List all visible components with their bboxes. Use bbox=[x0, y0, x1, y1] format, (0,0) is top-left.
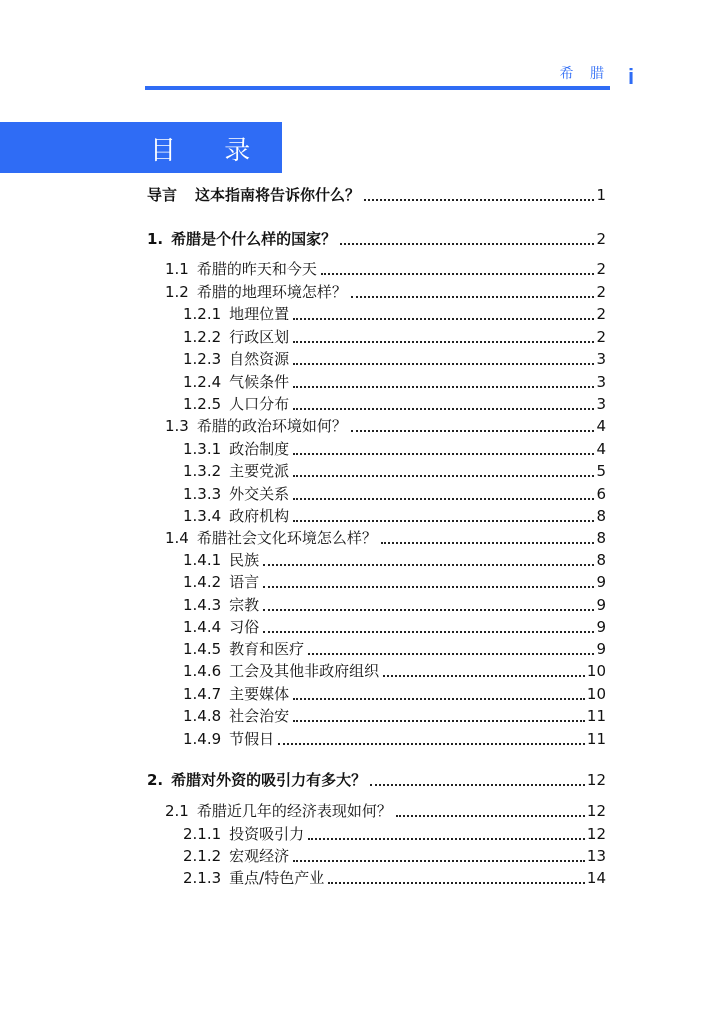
toc-entry[interactable] bbox=[183, 704, 606, 726]
toc-leader-dots bbox=[396, 814, 585, 817]
toc-entry-number: 1.4.6 bbox=[183, 662, 222, 680]
toc-entry-page: 3 bbox=[596, 373, 606, 391]
toc-entry-page: 12 bbox=[586, 825, 606, 843]
toc-entry[interactable] bbox=[183, 659, 606, 681]
toc-entry-title: 希腊对外资的吸引力有多大？ bbox=[171, 771, 367, 789]
toc-entry-title: 民族 bbox=[229, 551, 260, 569]
toc-entry-number: 2.1.3 bbox=[183, 869, 222, 887]
toc-entry-number: 1.4 bbox=[165, 529, 189, 547]
toc-entry-page: 2 bbox=[596, 328, 606, 346]
toc-entry-page: 9 bbox=[596, 596, 606, 614]
toc-entry-page: 13 bbox=[586, 847, 606, 865]
toc-leader-dots bbox=[321, 272, 595, 275]
toc-entry-title: 工会及其他非政府组织 bbox=[229, 662, 380, 680]
toc-entry-page: 5 bbox=[596, 462, 606, 480]
toc-leader-dots bbox=[351, 429, 595, 432]
toc-entry-title: 宗教 bbox=[229, 596, 260, 614]
toc-leader-dots bbox=[293, 859, 585, 862]
toc-entry[interactable] bbox=[183, 548, 606, 570]
toc-entry[interactable] bbox=[183, 392, 606, 414]
toc-entry-title: 宏观经济 bbox=[229, 847, 290, 865]
toc-leader-dots bbox=[370, 783, 585, 786]
toc-entry[interactable] bbox=[183, 325, 606, 347]
toc-leader-dots bbox=[351, 295, 595, 298]
toc-entry-number: 1.4.4 bbox=[183, 618, 222, 636]
toc-entry-number: 1.2.4 bbox=[183, 373, 222, 391]
toc-leader-dots bbox=[364, 198, 594, 201]
toc-entry[interactable] bbox=[183, 866, 606, 888]
toc-entry-number: 1.4.5 bbox=[183, 640, 222, 658]
toc-entry[interactable] bbox=[183, 347, 606, 369]
toc-entry[interactable] bbox=[183, 727, 606, 749]
toc-entry-number: 1.2.2 bbox=[183, 328, 222, 346]
toc-entry-number: 2.1.2 bbox=[183, 847, 222, 865]
toc-entry-title: 习俗 bbox=[229, 618, 260, 636]
toc-entry[interactable] bbox=[183, 682, 606, 704]
toc-entry-page: 12 bbox=[586, 771, 606, 789]
toc-entry-title: 希腊社会文化环境怎么样？ bbox=[196, 529, 377, 547]
toc-entry-title: 行政区划 bbox=[229, 328, 290, 346]
toc-entry-number: 1.3.1 bbox=[183, 440, 222, 458]
toc-entry-title: 希腊是个什么样的国家？ bbox=[171, 230, 337, 248]
toc-entry-title: 社会治安 bbox=[229, 707, 290, 725]
toc-entry[interactable] bbox=[165, 414, 606, 436]
toc-entry-page: 11 bbox=[586, 730, 606, 748]
toc-entry[interactable] bbox=[183, 615, 606, 637]
toc-entry-page: 2 bbox=[596, 283, 606, 301]
toc-entry-page: 10 bbox=[586, 685, 606, 703]
toc-entry-page: 1 bbox=[596, 186, 606, 204]
toc-entry-page: 8 bbox=[596, 529, 606, 547]
toc-leader-dots bbox=[381, 541, 595, 544]
toc-leader-dots bbox=[293, 317, 594, 320]
toc-entry-number: 1.4.7 bbox=[183, 685, 222, 703]
toc-entry[interactable] bbox=[147, 183, 606, 205]
toc-leader-dots bbox=[293, 407, 594, 410]
toc-entry[interactable] bbox=[147, 227, 606, 249]
toc-entry-title: 语言 bbox=[229, 573, 260, 591]
toc-entry-title: 希腊的政治环境如何？ bbox=[196, 417, 347, 435]
toc-entry-number: 导言 bbox=[147, 186, 178, 204]
toc-entry-page: 12 bbox=[586, 802, 606, 820]
toc-entry-title: 政府机构 bbox=[229, 507, 290, 525]
toc-entry-page: 2 bbox=[596, 260, 606, 278]
running-header-title: 希 腊 bbox=[559, 66, 610, 82]
toc-leader-dots bbox=[308, 652, 594, 655]
toc-leader-dots bbox=[278, 742, 585, 745]
toc-leader-dots bbox=[340, 242, 594, 245]
toc-entry-number: 1.3.2 bbox=[183, 462, 222, 480]
toc-entry-title: 节假日 bbox=[229, 730, 275, 748]
toc-entry-title: 自然资源 bbox=[229, 350, 290, 368]
toc-entry-title: 地理位置 bbox=[229, 305, 290, 323]
toc-entry-number: 1.3.3 bbox=[183, 485, 222, 503]
toc-entry[interactable] bbox=[165, 257, 606, 279]
toc-entry-page: 4 bbox=[596, 440, 606, 458]
toc-entry-title: 主要党派 bbox=[229, 462, 290, 480]
toc-entry[interactable] bbox=[183, 844, 606, 866]
toc-entry-title: 重点/特色产业 bbox=[229, 869, 325, 887]
toc-entry[interactable] bbox=[183, 370, 606, 392]
toc-entry-number: 1. bbox=[147, 230, 164, 248]
toc-entry-title: 主要媒体 bbox=[229, 685, 290, 703]
toc-leader-dots bbox=[293, 519, 594, 522]
toc-leader-dots bbox=[263, 630, 594, 633]
toc-entry[interactable] bbox=[183, 302, 606, 324]
page-number-marker: i bbox=[628, 64, 635, 89]
toc-leader-dots bbox=[293, 719, 585, 722]
toc-entry[interactable] bbox=[165, 280, 606, 302]
toc-entry-number: 1.3.4 bbox=[183, 507, 222, 525]
toc-entry-title: 投资吸引力 bbox=[229, 825, 305, 843]
toc-entry-number: 1.4.8 bbox=[183, 707, 222, 725]
toc-leader-dots bbox=[293, 340, 594, 343]
toc-entry-page: 6 bbox=[596, 485, 606, 503]
toc-entry-number: 1.2.5 bbox=[183, 395, 222, 413]
toc-leader-dots bbox=[293, 452, 594, 455]
toc-entry-page: 3 bbox=[596, 395, 606, 413]
toc-leader-dots bbox=[293, 362, 594, 365]
toc-entry[interactable] bbox=[183, 482, 606, 504]
toc-entry-page: 8 bbox=[596, 551, 606, 569]
toc-entry[interactable] bbox=[183, 822, 606, 844]
toc-leader-dots bbox=[263, 585, 594, 588]
toc-entry-number: 2.1.1 bbox=[183, 825, 222, 843]
toc-entry-page: 9 bbox=[596, 618, 606, 636]
toc-entry-page: 2 bbox=[596, 305, 606, 323]
toc-entry[interactable] bbox=[183, 570, 606, 592]
toc-entry-number: 1.4.2 bbox=[183, 573, 222, 591]
toc-entry-title: 外交关系 bbox=[229, 485, 290, 503]
toc-entry[interactable] bbox=[183, 504, 606, 526]
toc-leader-dots bbox=[328, 881, 585, 884]
toc-leader-dots bbox=[263, 608, 594, 611]
toc-entry-title: 政治制度 bbox=[229, 440, 290, 458]
toc-entry-title: 希腊的地理环境怎样？ bbox=[196, 283, 347, 301]
toc-entry-page: 3 bbox=[596, 350, 606, 368]
toc-entry-page: 14 bbox=[586, 869, 606, 887]
toc-entry-number: 1.4.1 bbox=[183, 551, 222, 569]
toc-leader-dots bbox=[308, 837, 585, 840]
toc-entry-number: 1.4.3 bbox=[183, 596, 222, 614]
toc-entry-page: 9 bbox=[596, 573, 606, 591]
toc-entry-number: 1.2.1 bbox=[183, 305, 222, 323]
toc-leader-dots bbox=[263, 563, 594, 566]
toc-entry[interactable] bbox=[183, 459, 606, 481]
toc-entry[interactable] bbox=[147, 768, 606, 790]
toc-entry-number: 1.3 bbox=[165, 417, 189, 435]
toc-entry-number: 2. bbox=[147, 771, 164, 789]
toc-entry-number: 1.1 bbox=[165, 260, 189, 278]
toc-entry-title: 希腊近几年的经济表现如何？ bbox=[196, 802, 392, 820]
toc-entry-page: 11 bbox=[586, 707, 606, 725]
toc-entry-title: 希腊的昨天和今天 bbox=[196, 260, 317, 278]
toc-entry-number: 1.4.9 bbox=[183, 730, 222, 748]
toc-entry-page: 9 bbox=[596, 640, 606, 658]
toc-entry-number: 1.2.3 bbox=[183, 350, 222, 368]
toc-entry-title: 这本指南将告诉你什么？ bbox=[195, 186, 361, 204]
toc-entry-title: 人口分布 bbox=[229, 395, 290, 413]
header-rule bbox=[145, 86, 610, 90]
toc-entry-page: 2 bbox=[596, 230, 606, 248]
toc-entry-number: 1.2 bbox=[165, 283, 189, 301]
toc-entry[interactable] bbox=[165, 799, 606, 821]
toc-entry[interactable] bbox=[183, 437, 606, 459]
toc-leader-dots bbox=[293, 697, 585, 700]
toc-entry-number: 2.1 bbox=[165, 802, 189, 820]
toc-entry-page: 4 bbox=[596, 417, 606, 435]
toc-leader-dots bbox=[293, 385, 594, 388]
toc-entry-page: 8 bbox=[596, 507, 606, 525]
toc-entry[interactable] bbox=[183, 593, 606, 615]
toc-entry-page: 10 bbox=[586, 662, 606, 680]
toc-entry-title: 气候条件 bbox=[229, 373, 290, 391]
toc-heading: 目 录 bbox=[150, 136, 271, 166]
toc-leader-dots bbox=[383, 674, 585, 677]
toc-entry[interactable] bbox=[165, 526, 606, 548]
toc-entry[interactable] bbox=[183, 637, 606, 659]
toc-entry-title: 教育和医疗 bbox=[229, 640, 305, 658]
toc-leader-dots bbox=[293, 474, 594, 477]
toc-leader-dots bbox=[293, 497, 594, 500]
